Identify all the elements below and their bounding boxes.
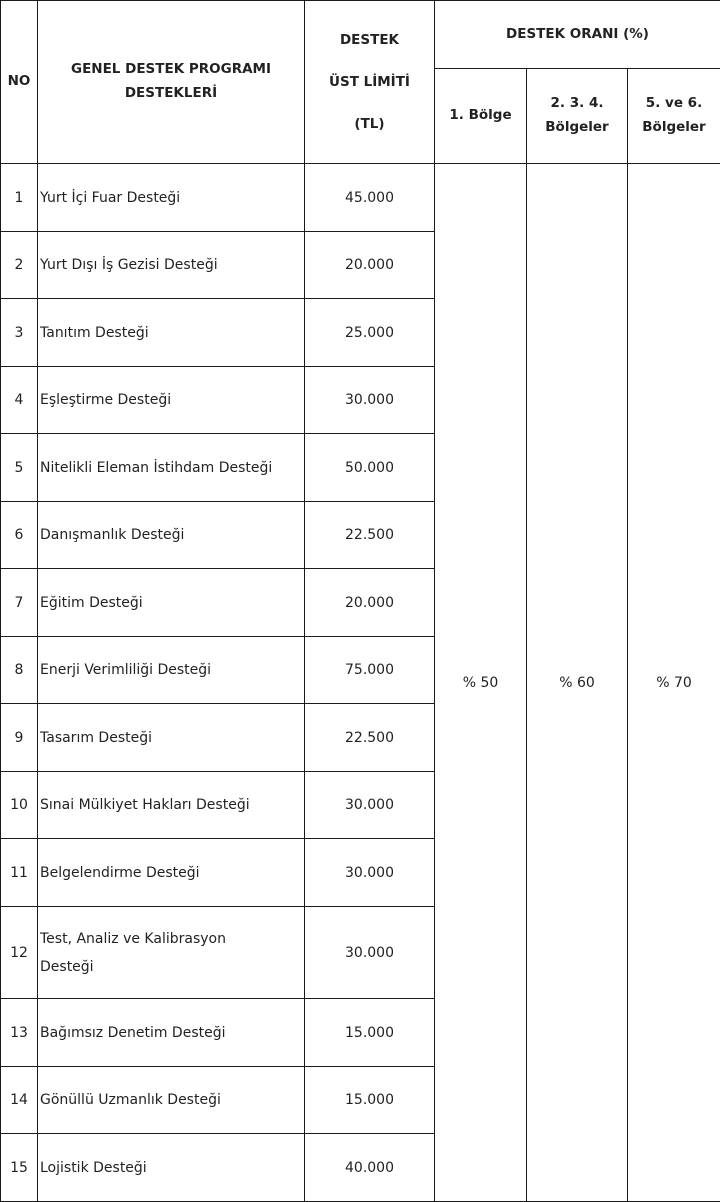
header-limit <box>305 1 435 164</box>
row-name: Nitelikli Eleman İstihdam Desteği <box>38 434 305 502</box>
header-limit-line2: ÜST LİMİTİ <box>305 61 434 103</box>
row-name: Tasarım Desteği <box>38 704 305 772</box>
row-no: 4 <box>1 367 38 434</box>
row-name: Bağımsız Denetim Desteği <box>38 999 305 1067</box>
row-no: 13 <box>1 999 38 1067</box>
row-name: Enerji Verimliliği Desteği <box>38 637 305 704</box>
row-name: Yurt Dışı İş Gezisi Desteği <box>38 232 305 299</box>
header-limit-line1: DESTEK <box>305 19 434 61</box>
table-row <box>1 164 720 232</box>
row-limit: 30.000 <box>305 367 435 434</box>
row-name-line2: Desteği <box>40 953 300 981</box>
row-no: 2 <box>1 232 38 299</box>
row-limit: 30.000 <box>305 772 435 839</box>
rate-region-2-3-4: % 60 <box>527 164 628 1202</box>
row-no: 11 <box>1 839 38 907</box>
header-region-5-6-line1: 5. ve 6. <box>628 92 720 116</box>
header-region-2-3-4-line1: 2. 3. 4. <box>527 92 627 116</box>
row-no: 14 <box>1 1067 38 1134</box>
row-name: Eğitim Desteği <box>38 569 305 637</box>
header-limit-line3: (TL) <box>305 103 434 145</box>
row-no: 8 <box>1 637 38 704</box>
row-limit: 75.000 <box>305 637 435 704</box>
row-name: Danışmanlık Desteği <box>38 502 305 569</box>
row-limit: 15.000 <box>305 1067 435 1134</box>
header-rate: DESTEK ORANI (%) <box>435 1 720 69</box>
header-no: NO <box>1 1 38 164</box>
row-name: Sınai Mülkiyet Hakları Desteği <box>38 772 305 839</box>
row-limit: 25.000 <box>305 299 435 367</box>
row-no: 12 <box>1 907 38 999</box>
row-limit: 22.500 <box>305 502 435 569</box>
row-limit: 45.000 <box>305 164 435 232</box>
row-no: 10 <box>1 772 38 839</box>
row-limit: 20.000 <box>305 232 435 299</box>
row-name <box>38 907 305 999</box>
row-no: 7 <box>1 569 38 637</box>
row-no: 1 <box>1 164 38 232</box>
row-no: 5 <box>1 434 38 502</box>
row-limit: 30.000 <box>305 839 435 907</box>
row-limit: 20.000 <box>305 569 435 637</box>
rate-region-5-6: % 70 <box>628 164 720 1202</box>
header-program-line1: GENEL DESTEK PROGRAMI <box>38 58 304 82</box>
row-name: Gönüllü Uzmanlık Desteği <box>38 1067 305 1134</box>
header-region-1: 1. Bölge <box>435 69 527 164</box>
row-no: 3 <box>1 299 38 367</box>
header-region-5-6-line2: Bölgeler <box>628 116 720 140</box>
row-limit: 30.000 <box>305 907 435 999</box>
row-no: 6 <box>1 502 38 569</box>
row-limit: 15.000 <box>305 999 435 1067</box>
row-name: Belgelendirme Desteği <box>38 839 305 907</box>
row-no: 9 <box>1 704 38 772</box>
row-no: 15 <box>1 1134 38 1202</box>
header-program-line2: DESTEKLERİ <box>38 82 304 106</box>
header-region-2-3-4 <box>527 69 628 164</box>
row-name: Lojistik Desteği <box>38 1134 305 1202</box>
header-region-2-3-4-line2: Bölgeler <box>527 116 627 140</box>
row-limit: 50.000 <box>305 434 435 502</box>
row-name: Yurt İçi Fuar Desteği <box>38 164 305 232</box>
row-name: Tanıtım Desteği <box>38 299 305 367</box>
row-limit: 40.000 <box>305 1134 435 1202</box>
row-name-line1: Test, Analiz ve Kalibrasyon <box>40 925 300 953</box>
row-limit: 22.500 <box>305 704 435 772</box>
rate-region-1: % 50 <box>435 164 527 1202</box>
header-program <box>38 1 305 164</box>
row-name: Eşleştirme Desteği <box>38 367 305 434</box>
header-region-5-6 <box>628 69 720 164</box>
